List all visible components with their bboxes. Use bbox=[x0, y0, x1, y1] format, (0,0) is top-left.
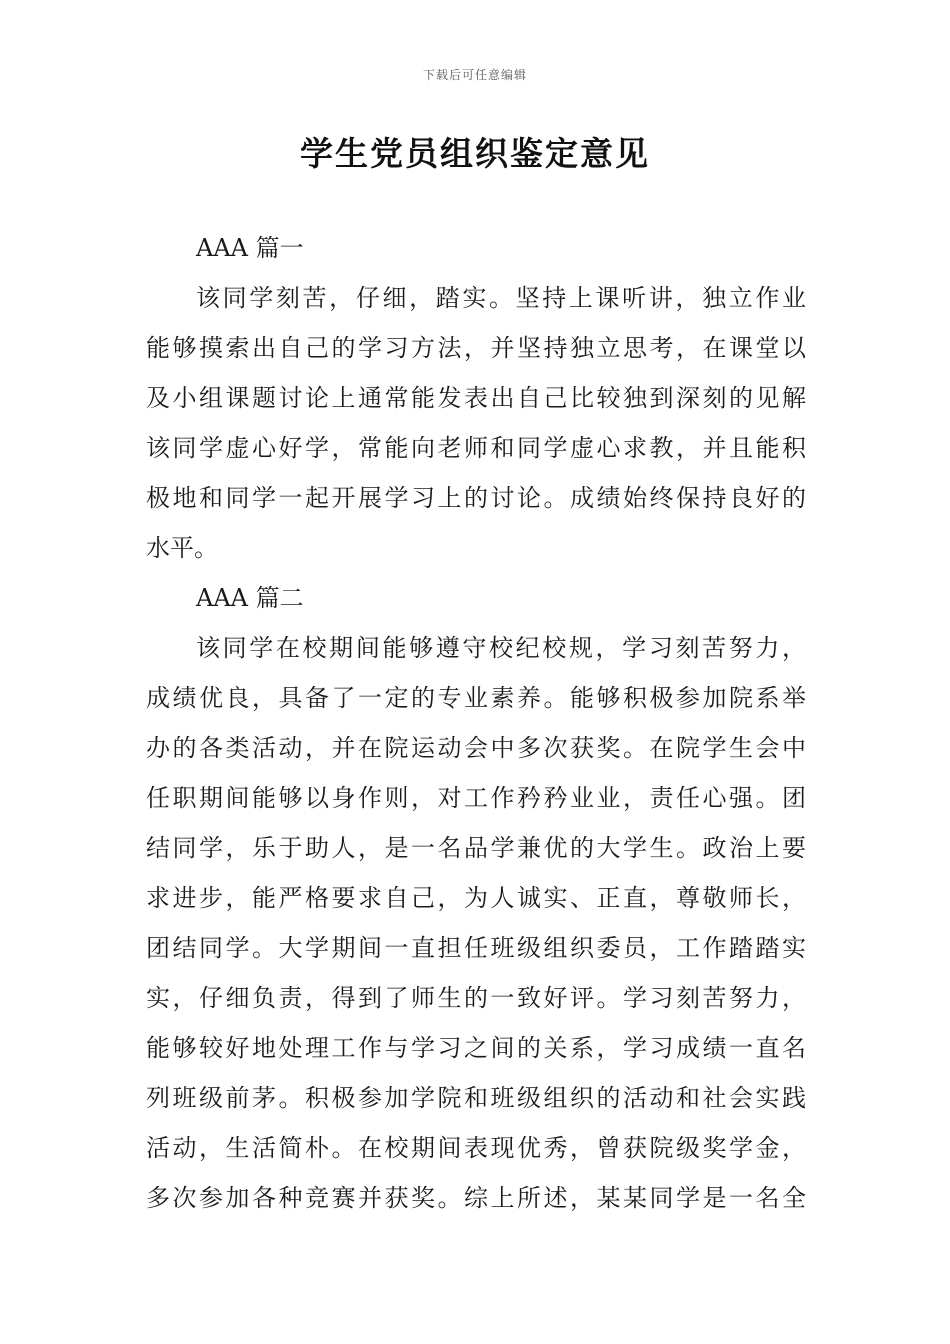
text-line: 团结同学。大学期间一直担任班级组织委员，工作踏踏实 bbox=[146, 934, 806, 962]
text-line: 求进步，能严格要求自己，为人诚实、正直，尊敬师长， bbox=[146, 884, 806, 912]
text-line: 列班级前茅。积极参加学院和班级组织的活动和社会实践 bbox=[146, 1084, 806, 1112]
text-line: 极地和同学一起开展学习上的讨论。成绩始终保持良好的 bbox=[146, 484, 806, 512]
text-line: 能够摸索出自己的学习方法，并坚持独立思考，在课堂以 bbox=[146, 334, 806, 362]
text-line: 该同学在校期间能够遵守校纪校规，学习刻苦努力， bbox=[196, 634, 806, 662]
document-body bbox=[146, 223, 806, 1223]
section-paragraph-1 bbox=[146, 273, 806, 573]
text-line: 结同学，乐于助人，是一名品学兼优的大学生。政治上要 bbox=[146, 834, 806, 862]
text-line: 能够较好地处理工作与学习之间的关系，学习成绩一直名 bbox=[146, 1034, 806, 1062]
section-paragraph-2 bbox=[146, 623, 806, 1223]
text-line: 任职期间能够以身作则，对工作矜矜业业，责任心强。团 bbox=[146, 784, 806, 812]
header-note: 下载后可任意编辑 bbox=[422, 68, 527, 82]
section-heading-1: AAA 篇一 bbox=[196, 234, 304, 262]
text-line: 该同学虚心好学，常能向老师和同学虚心求教，并且能积 bbox=[146, 434, 806, 462]
text-line: 水平。 bbox=[146, 534, 218, 562]
text-line: 活动，生活简朴。在校期间表现优秀，曾获院级奖学金， bbox=[146, 1134, 806, 1162]
text-line: 多次参加各种竞赛并获奖。综上所述，某某同学是一名全 bbox=[146, 1184, 806, 1212]
section-heading-2: AAA 篇二 bbox=[196, 584, 304, 612]
text-line: 该同学刻苦，仔细，踏实。坚持上课听讲，独立作业 bbox=[196, 284, 806, 312]
text-line: 办的各类活动，并在院运动会中多次获奖。在院学生会中 bbox=[146, 734, 806, 762]
document-title: 学生党员组织鉴定意见 bbox=[300, 134, 650, 173]
text-line: 成绩优良，具备了一定的专业素养。能够积极参加院系举 bbox=[146, 684, 806, 712]
text-line: 及小组课题讨论上通常能发表出自己比较独到深刻的见解 bbox=[146, 384, 806, 412]
text-line: 实，仔细负责，得到了师生的一致好评。学习刻苦努力， bbox=[146, 984, 806, 1012]
